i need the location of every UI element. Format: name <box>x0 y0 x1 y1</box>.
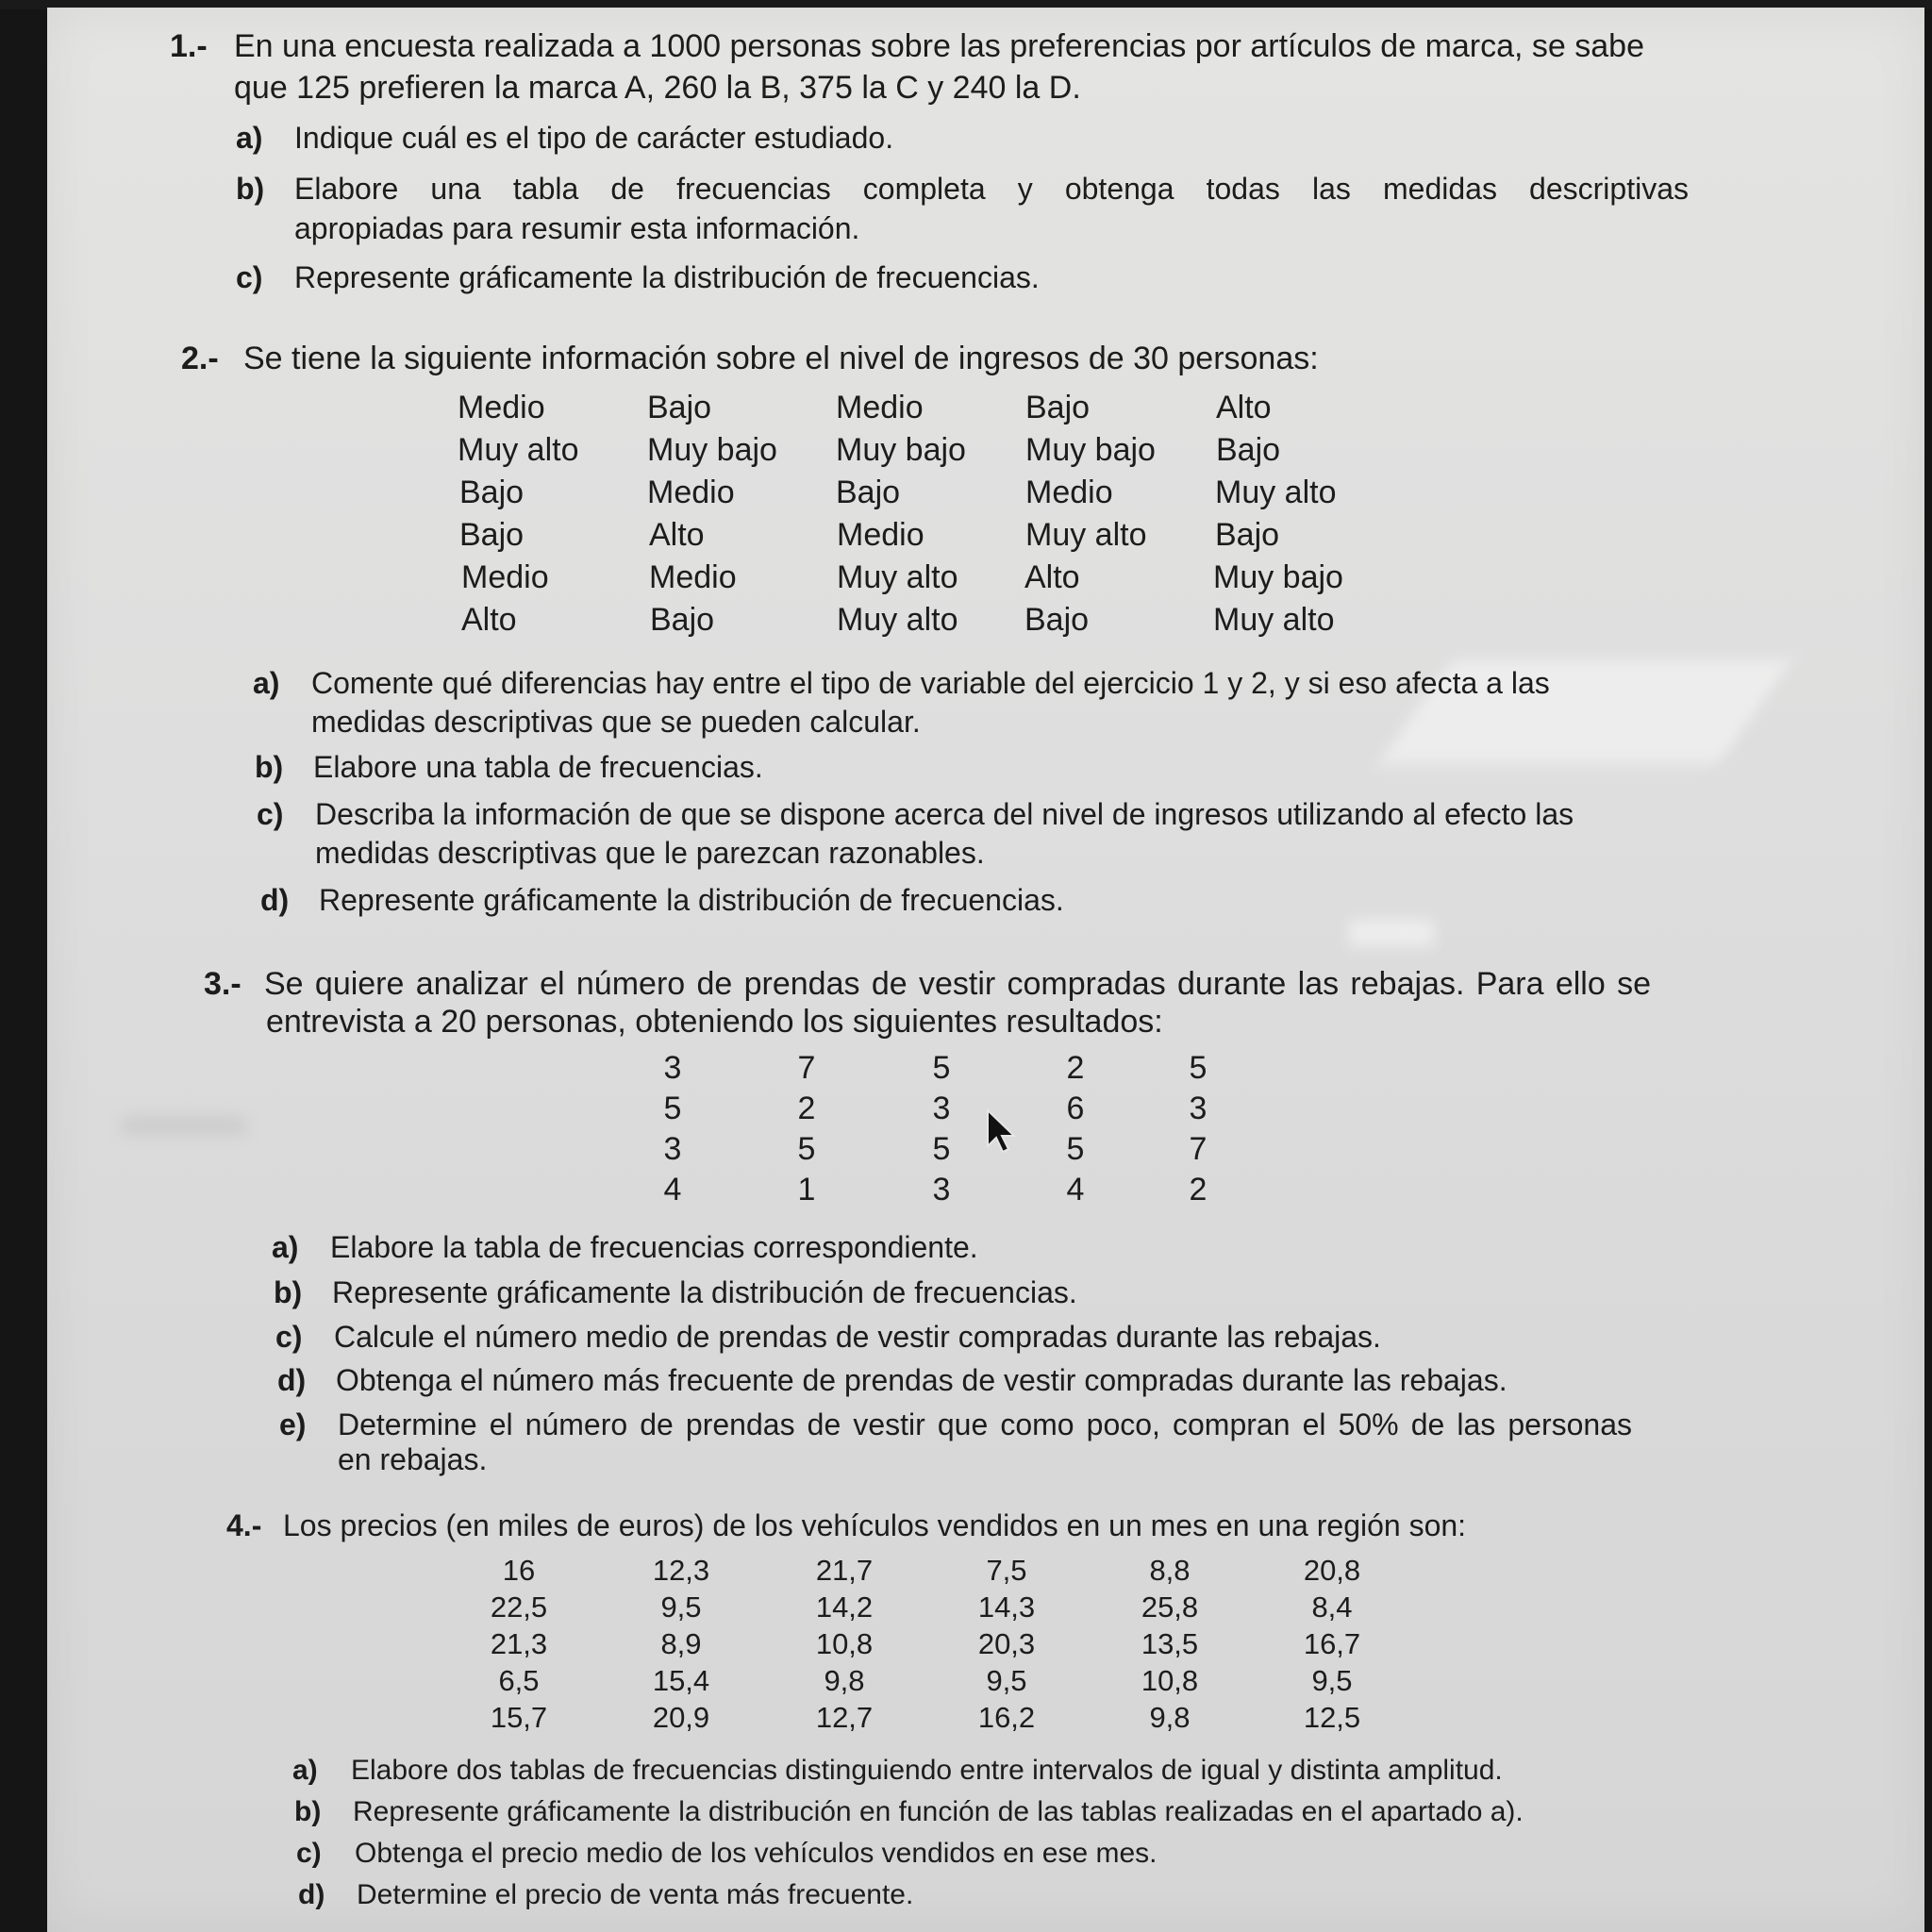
q4-cell: 8,4 <box>1311 1591 1353 1624</box>
item-text: medidas descriptivas que le parezcan razonables. <box>315 836 985 870</box>
q2-cell: Muy alto <box>458 432 579 468</box>
q4-cell: 9,5 <box>1311 1664 1353 1697</box>
q3-item-b <box>274 1274 1689 1311</box>
q4-cell: 20,8 <box>1303 1554 1361 1587</box>
item-text: apropiadas para resumir esta información. <box>294 211 860 245</box>
q4-cell: 9,5 <box>986 1664 1027 1697</box>
q2-cell: Bajo <box>459 475 525 510</box>
q3-cell: 3 <box>663 1050 682 1086</box>
item-text: Elabore la tabla de frecuencias correspondiente. <box>330 1230 978 1264</box>
q4-cell: 9,5 <box>660 1591 702 1624</box>
item-label: a) <box>236 121 263 155</box>
q3-number <box>204 964 242 1004</box>
q4-cell: 14,3 <box>977 1591 1036 1624</box>
item-text: Represente gráficamente la distribución en función de las tablas realizadas en el apartado a). <box>353 1796 1524 1827</box>
item-text: medidas descriptivas que se pueden calcular. <box>311 705 921 739</box>
q4-cell: 14,2 <box>815 1591 874 1624</box>
q3-cell: 2 <box>1066 1050 1085 1086</box>
q4-cell: 25,8 <box>1141 1591 1199 1624</box>
q2-cell: Bajo <box>650 602 715 638</box>
q3-cell: 1 <box>797 1172 816 1208</box>
item-label: c) <box>257 797 284 831</box>
q4-cell: 8,8 <box>1149 1554 1191 1587</box>
q4-cell: 12,3 <box>652 1554 710 1587</box>
item-text: Elabore dos tablas de frecuencias distinguiendo entre intervalos de igual y distinta amplitud. <box>351 1755 1503 1786</box>
q4-number-label: 4.- <box>226 1508 262 1542</box>
q4-cell: 20,9 <box>652 1701 710 1734</box>
q4-cell: 15,7 <box>490 1701 548 1734</box>
item-label: d) <box>260 883 290 917</box>
q2-statement: Se tiene la siguiente información sobre el nivel de ingresos de 30 personas: <box>243 341 1319 376</box>
q1-number-label: 1.- <box>170 28 208 64</box>
q2-cell: Muy bajo <box>647 432 777 468</box>
q2-cell: Medio <box>1025 475 1113 510</box>
q4-item-c <box>296 1835 1711 1873</box>
item-label: a) <box>253 666 280 700</box>
q4-cell: 13,5 <box>1141 1627 1199 1660</box>
item-text: Elabore una tabla de frecuencias completa y obtenga todas las medidas descriptivas <box>294 172 1689 206</box>
q3-cell: 5 <box>1066 1131 1085 1167</box>
q1-item-a <box>236 119 1693 157</box>
item-text: Indique cuál es el tipo de carácter estudiado. <box>294 121 894 155</box>
q1-item-b <box>236 170 1689 208</box>
item-label: a) <box>272 1230 299 1264</box>
q3-cell: 4 <box>1066 1172 1085 1208</box>
q3-cell: 7 <box>797 1050 816 1086</box>
q3-cell: 3 <box>932 1172 951 1208</box>
q3-cell: 5 <box>932 1050 951 1086</box>
item-text: Describa la información de que se dispone acerca del nivel de ingresos utilizando al efecto las <box>315 797 1574 831</box>
q2-item-a <box>253 664 1677 702</box>
q3-cell: 7 <box>1189 1131 1208 1167</box>
q4-cell: 22,5 <box>490 1591 548 1624</box>
q4-cell: 21,3 <box>490 1627 548 1660</box>
q2-cell: Muy alto <box>837 559 958 595</box>
q2-cell: Muy alto <box>1025 517 1147 553</box>
q3-cell: 3 <box>663 1131 682 1167</box>
q4-cell: 9,8 <box>824 1664 865 1697</box>
q2-item-a-cont <box>253 703 1677 741</box>
q2-cell: Muy alto <box>1215 475 1337 510</box>
item-text: Determine el número de prendas de vestir que como poco, compran el 50% de las personas <box>338 1407 1632 1441</box>
q3-number-label: 3.- <box>204 966 242 1002</box>
q2-cell: Bajo <box>1216 432 1281 468</box>
q1-statement-line1: En una encuesta realizada a 1000 personas sobre las preferencias por artículos de marca, se sabe <box>234 28 1645 64</box>
q3-cell: 4 <box>663 1172 682 1208</box>
item-text: Determine el precio de venta más frecuente. <box>357 1879 914 1910</box>
item-label: e) <box>279 1407 307 1441</box>
q4-statement: Los precios (en miles de euros) de los vehículos vendidos en un mes en una región son: <box>283 1508 1467 1542</box>
item-text: Represente gráficamente la distribución de frecuencias. <box>294 260 1040 294</box>
q3-item-a <box>272 1228 1687 1266</box>
item-label: c) <box>236 260 263 294</box>
q4-cell: 7,5 <box>986 1554 1027 1587</box>
item-label: d) <box>298 1879 325 1910</box>
q2-cell: Bajo <box>1024 602 1090 638</box>
q2-cell: Medio <box>647 475 735 510</box>
q4-cell: 10,8 <box>815 1627 874 1660</box>
q4-cell: 8,9 <box>660 1627 702 1660</box>
spacer <box>236 209 294 247</box>
q2-cell: Bajo <box>1025 390 1091 425</box>
q3-cell: 6 <box>1066 1091 1085 1126</box>
q4-item-a <box>292 1752 1707 1790</box>
q3-cell: 5 <box>1189 1050 1208 1086</box>
item-label: c) <box>296 1838 322 1869</box>
q3-cell: 2 <box>797 1091 816 1126</box>
item-text: Comente qué diferencias hay entre el tipo de variable del ejercicio 1 y 2, y si eso afecta a las <box>311 666 1550 700</box>
q2-item-d <box>260 881 1685 919</box>
q2-cell: Bajo <box>459 517 525 553</box>
q2-cell: Medio <box>649 559 737 595</box>
q2-item-c <box>257 795 1681 833</box>
q2-cell: Medio <box>458 390 545 425</box>
q2-cell: Muy bajo <box>1025 432 1156 468</box>
spacer <box>279 1441 338 1478</box>
q4-cell: 16,7 <box>1303 1627 1361 1660</box>
q2-number-label: 2.- <box>181 341 219 376</box>
q2-number <box>181 339 219 378</box>
item-text: en rebajas. <box>338 1442 488 1476</box>
q2-cell: Muy bajo <box>836 432 966 468</box>
q3-cell: 5 <box>663 1091 682 1126</box>
q4-number <box>226 1506 261 1545</box>
q2-cell: Muy bajo <box>1213 559 1343 595</box>
q2-cell: Alto <box>1024 559 1080 595</box>
q4-item-b <box>294 1793 1709 1831</box>
item-label: d) <box>277 1363 307 1397</box>
q3-cell: 5 <box>932 1131 951 1167</box>
q2-cell: Alto <box>1216 390 1272 425</box>
item-label: b) <box>274 1275 303 1309</box>
q4-cell: 15,4 <box>652 1664 710 1697</box>
item-text: Elabore una tabla de frecuencias. <box>313 750 763 784</box>
q4-cell: 12,5 <box>1303 1701 1361 1734</box>
q2-cell: Bajo <box>1215 517 1280 553</box>
q3-cell: 3 <box>932 1091 951 1126</box>
q3-cell: 2 <box>1189 1172 1208 1208</box>
spacer <box>253 703 311 741</box>
item-label: b) <box>236 172 265 206</box>
q2-item-c-cont <box>257 834 1681 872</box>
q2-cell: Bajo <box>647 390 712 425</box>
q2-cell: Medio <box>837 517 924 553</box>
q3-item-d <box>277 1361 1692 1399</box>
item-text: Obtenga el número más frecuente de prendas de vestir compradas durante las rebajas. <box>336 1363 1507 1397</box>
q4-cell: 21,7 <box>815 1554 874 1587</box>
q1-item-b-cont <box>236 209 1689 247</box>
q4-cell: 9,8 <box>1149 1701 1191 1734</box>
item-label: c) <box>275 1320 303 1354</box>
q4-cell: 16 <box>502 1554 536 1587</box>
q2-cell: Alto <box>461 602 517 638</box>
q2-cell: Bajo <box>836 475 901 510</box>
item-label: a) <box>292 1755 318 1786</box>
q3-statement-text: Se quiere analizar el número de prendas de vestir compradas durante las rebajas. Para ello se <box>264 966 1651 1002</box>
item-label: b) <box>255 750 284 784</box>
q4-item-d <box>298 1876 1713 1914</box>
q3-item-e <box>279 1406 1632 1443</box>
q3-cell: 3 <box>1189 1091 1208 1126</box>
spacer <box>257 834 315 872</box>
q2-item-b <box>255 748 1679 786</box>
q4-cell: 12,7 <box>815 1701 874 1734</box>
q4-cell: 20,3 <box>977 1627 1036 1660</box>
q2-cell: Muy alto <box>1213 602 1335 638</box>
q1-statement-line2: que 125 prefieren la marca A, 260 la B, 375 la C y 240 la D. <box>234 70 1081 106</box>
item-text: Calcule el número medio de prendas de vestir compradas durante las rebajas. <box>334 1320 1381 1354</box>
q2-cell: Medio <box>461 559 549 595</box>
q3-item-c <box>275 1318 1690 1356</box>
q1-number <box>170 26 208 66</box>
q4-cell: 6,5 <box>498 1664 540 1697</box>
item-label: b) <box>294 1796 322 1827</box>
item-text: Represente gráficamente la distribución de frecuencias. <box>319 883 1064 917</box>
q2-cell: Muy alto <box>837 602 958 638</box>
q4-cell: 10,8 <box>1141 1664 1199 1697</box>
q3-statement-line2: entrevista a 20 personas, obteniendo los siguientes resultados: <box>266 1004 1163 1040</box>
q2-cell: Alto <box>649 517 705 553</box>
mouse-pointer-icon <box>984 1108 1022 1156</box>
q1-item-c <box>236 258 1689 296</box>
q4-cell: 16,2 <box>977 1701 1036 1734</box>
q3-statement-line1 <box>264 964 1651 1004</box>
q3-item-e-cont <box>279 1441 1694 1478</box>
q2-cell: Medio <box>836 390 924 425</box>
item-text: Represente gráficamente la distribución de frecuencias. <box>332 1275 1077 1309</box>
item-text: Obtenga el precio medio de los vehículos vendidos en ese mes. <box>355 1838 1158 1869</box>
q3-cell: 5 <box>797 1131 816 1167</box>
